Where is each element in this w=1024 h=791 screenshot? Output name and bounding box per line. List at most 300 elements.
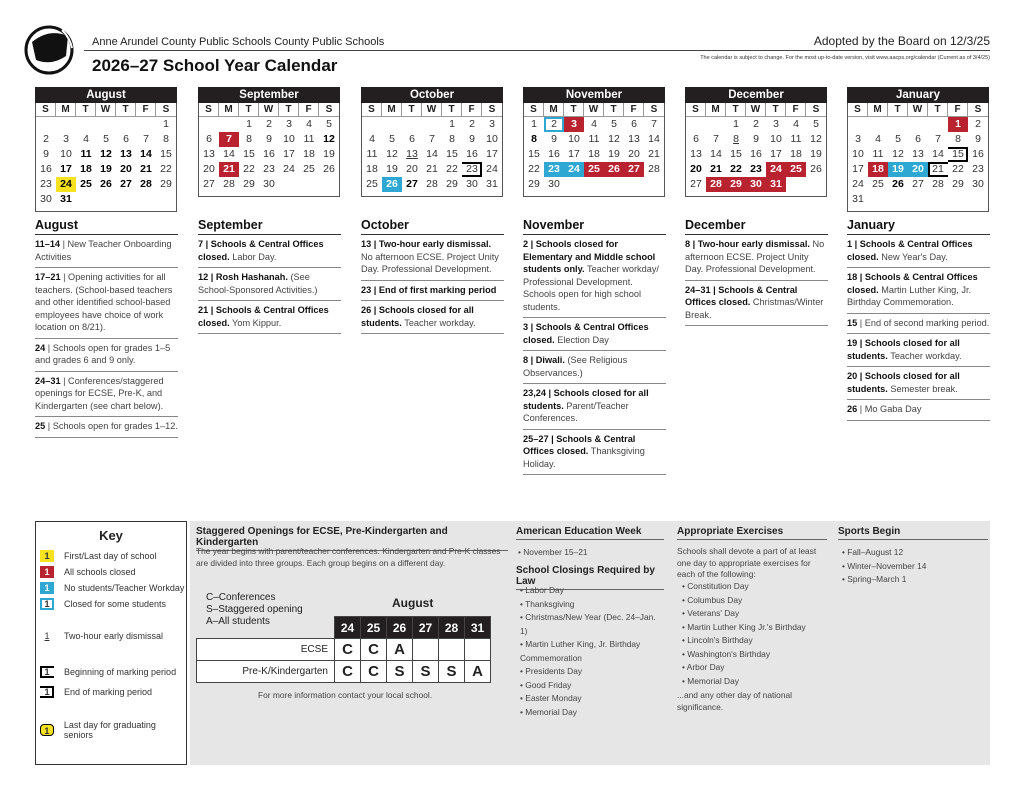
calendar-day: 26 <box>382 177 402 192</box>
calendar-day: 8 <box>955 133 961 145</box>
event-item: 21 | Schools & Central Offices closed. Yom Kippur. <box>198 301 341 334</box>
calendar-day: 23 <box>462 162 482 177</box>
staggered-day-header: 27 <box>413 617 439 639</box>
calendar-day: 24 <box>766 162 786 177</box>
weekday-header: M <box>219 103 239 117</box>
calendar-day: 3 <box>63 133 69 145</box>
calendar-day: 6 <box>631 118 637 130</box>
key-item-workday: 1 No students/Teacher Workday <box>40 582 184 594</box>
event-item: 23,24 | Schools closed for all students. Parent/Teacher Conferences. <box>523 384 666 430</box>
weekday-header: S <box>482 103 502 117</box>
empty-day <box>116 117 136 132</box>
calendar-august <box>35 87 177 212</box>
empty-day <box>219 117 239 132</box>
calendar-day: 17 <box>568 148 580 160</box>
event-item: 8 | Diwali. (See Religious Observances.) <box>523 351 666 384</box>
header-rule <box>84 50 990 51</box>
calendar-day: 6 <box>915 133 921 145</box>
weekday-header: S <box>362 103 382 117</box>
calendar-day: 29 <box>446 178 458 190</box>
staggered-cell: S <box>439 661 465 683</box>
event-item: 2 | Schools closed for Elementary and Middle school students only. Teacher workday/ Professional Development. Schools open for high school students. <box>523 235 666 318</box>
exercises-title: Appropriate Exercises <box>677 526 827 540</box>
calendar-day: 7 <box>219 132 239 147</box>
calendar-september <box>198 87 340 197</box>
weekday-header: F <box>948 103 968 117</box>
calendar-day: 26 <box>810 163 822 175</box>
empty-day <box>199 117 219 132</box>
calendar-day: 29 <box>952 178 964 190</box>
calendar-day: 2 <box>469 118 475 130</box>
key-item-mp-end: 1 End of marking period <box>40 686 152 698</box>
list-item: • Constitution Day <box>682 581 749 591</box>
calendar-day: 11 <box>872 148 884 160</box>
list-item: • Veterans' Day <box>682 608 740 618</box>
event-item: 24 | Schools open for grades 1–5 and grades 6 and 9 only. <box>35 339 178 372</box>
event-item: 20 | Schools closed for all students. Semester break. <box>847 367 990 400</box>
calendar-day: 12 <box>810 133 822 145</box>
events-month-title: August <box>35 218 178 235</box>
calendar-day: 9 <box>975 133 981 145</box>
calendar-day: 21 <box>648 148 660 160</box>
page-title: 2026–27 School Year Calendar <box>92 56 338 75</box>
calendar-day: 26 <box>892 178 904 190</box>
calendar-day: 1 <box>163 118 169 130</box>
calendar-day: 10 <box>852 148 864 160</box>
calendar-day: 8 <box>733 133 739 145</box>
calendar-day: 15 <box>528 148 540 160</box>
calendar-day: 10 <box>770 133 782 145</box>
event-item: 24–31 | Conferences/staggered openings for ECSE, Pre-K, and Kindergarten (see chart below). <box>35 372 178 418</box>
calendar-day: 21 <box>219 162 239 177</box>
empty-day <box>362 117 382 132</box>
calendar-day: 2 <box>753 118 759 130</box>
calendar-day: 27 <box>624 162 644 177</box>
calendar-day: 4 <box>306 118 312 130</box>
weekday-header: T <box>564 103 584 117</box>
weekday-header: T <box>442 103 462 117</box>
calendar-day: 30 <box>972 178 984 190</box>
list-item: • Winter–November 14 <box>842 560 927 571</box>
sports-list <box>842 546 926 587</box>
weekday-header: S <box>686 103 706 117</box>
list-item: • Labor Day <box>520 585 564 595</box>
weekday-header: T <box>766 103 786 117</box>
staggered-table <box>196 616 491 683</box>
event-item: 19 | Schools closed for all students. Teacher workday. <box>847 334 990 367</box>
calendar-day: 5 <box>813 118 819 130</box>
month-grid <box>361 103 503 197</box>
key-title: Key <box>99 528 123 543</box>
month-header: October <box>361 87 503 103</box>
weekday-header: S <box>968 103 988 117</box>
calendar-day: 30 <box>40 193 52 205</box>
calendar-day: 31 <box>486 178 498 190</box>
calendar-day: 9 <box>43 148 49 160</box>
empty-day <box>928 117 948 132</box>
calendar-day: 21 <box>710 163 722 175</box>
empty-day <box>848 117 868 132</box>
exercises-text: Schools shall devote a part of at least one day to appropriate exercises for each of the following: <box>677 546 817 579</box>
weekday-header: F <box>299 103 319 117</box>
key-item-seniors: 1 Last day for graduating seniors <box>40 720 186 740</box>
calendar-day: 11 <box>80 148 92 160</box>
empty-day <box>76 117 96 132</box>
calendar-day: 1 <box>531 118 537 130</box>
month-grid <box>35 103 177 212</box>
staggered-legend: C–Conferences S–Staggered opening A–All students <box>206 592 303 627</box>
calendar-day: 3 <box>773 118 779 130</box>
aew-title: American Education Week <box>516 526 664 540</box>
list-item: • Thanksgiving <box>520 598 575 609</box>
calendar-day: 6 <box>206 133 212 145</box>
calendar-day: 28 <box>223 178 235 190</box>
calendar-day: 23 <box>544 162 564 177</box>
staggered-day-header: 25 <box>361 617 387 639</box>
calendar-day: 3 <box>489 118 495 130</box>
weekday-header: S <box>319 103 339 117</box>
calendar-day: 17 <box>486 148 498 160</box>
month-header: November <box>523 87 665 103</box>
calendar-day: 22 <box>528 163 540 175</box>
staggered-cell: C <box>361 639 387 661</box>
weekday-header: T <box>116 103 136 117</box>
closings-list <box>520 584 662 719</box>
staggered-row-label: ECSE <box>197 639 335 661</box>
empty-day <box>56 117 76 132</box>
staggered-day-header: 28 <box>439 617 465 639</box>
weekday-header: M <box>868 103 888 117</box>
calendar-day: 5 <box>103 133 109 145</box>
calendar-november <box>523 87 665 197</box>
calendar-day: 11 <box>588 133 600 145</box>
closings-title: School Closings Required by Law <box>516 565 664 590</box>
weekday-header: F <box>136 103 156 117</box>
calendar-day: 28 <box>932 178 944 190</box>
calendar-day: 13 <box>912 148 924 160</box>
calendar-day: 6 <box>123 133 129 145</box>
calendar-day: 10 <box>60 148 72 160</box>
calendar-day: 8 <box>531 133 537 145</box>
calendar-day: 17 <box>852 163 864 175</box>
weekday-header: T <box>279 103 299 117</box>
calendar-day: 28 <box>706 177 726 192</box>
events-august <box>35 218 178 438</box>
calendar-day: 24 <box>56 177 76 192</box>
calendar-day: 21 <box>426 163 438 175</box>
event-item: 26 | Schools closed for all students. Teacher workday. <box>361 301 504 334</box>
event-item: 23 | End of first marking period <box>361 281 504 302</box>
weekday-header: T <box>239 103 259 117</box>
calendar-day: 30 <box>466 178 478 190</box>
calendar-day: 1 <box>733 118 739 130</box>
staggered-footer: For more information contact your local school. <box>258 690 433 700</box>
weekday-header: T <box>888 103 908 117</box>
calendar-day: 29 <box>243 178 255 190</box>
calendar-day: 14 <box>648 133 660 145</box>
calendar-day: 26 <box>323 163 335 175</box>
calendar-day: 30 <box>263 178 275 190</box>
calendar-day: 15 <box>730 148 742 160</box>
calendar-day: 27 <box>406 178 418 190</box>
calendar-day: 23 <box>972 163 984 175</box>
calendar-day: 6 <box>409 133 415 145</box>
calendar-day: 10 <box>568 133 580 145</box>
calendar-day: 23 <box>750 163 762 175</box>
calendar-day: 13 <box>628 133 640 145</box>
calendar-day: 1 <box>948 117 968 132</box>
calendar-day: 12 <box>386 148 398 160</box>
calendar-day: 16 <box>548 148 560 160</box>
list-item: • Lincoln's Birthday <box>682 635 753 645</box>
event-item: 13 | Two-hour early dismissal. No afternoon ECSE. Project Unity Day. Professional Development. <box>361 235 504 281</box>
calendar-day: 1 <box>246 118 252 130</box>
calendar-day: 11 <box>303 133 315 145</box>
calendar-day: 23 <box>263 163 275 175</box>
staggered-cell: C <box>335 639 361 661</box>
calendar-day: 25 <box>80 178 92 190</box>
events-month-title: January <box>847 218 990 235</box>
calendar-day: 2 <box>544 117 564 132</box>
event-item: 25–27 | Schools & Central Offices closed. Thanksgiving Holiday. <box>523 430 666 476</box>
calendar-day: 13 <box>120 148 132 160</box>
empty-day <box>686 117 706 132</box>
exercises-footer: ...and any other day of national significance. <box>677 690 793 712</box>
calendar-day: 24 <box>852 178 864 190</box>
calendar-day: 15 <box>446 148 458 160</box>
list-item: • Fall–August 12 <box>842 547 904 557</box>
list-item: • Columbus Day <box>682 594 743 605</box>
calendar-day: 19 <box>386 163 398 175</box>
calendar-day: 25 <box>872 178 884 190</box>
calendar-day: 4 <box>369 133 375 145</box>
weekday-header: S <box>156 103 176 117</box>
calendar-day: 13 <box>203 148 215 160</box>
month-header: January <box>847 87 989 103</box>
calendar-day: 20 <box>628 148 640 160</box>
calendar-day: 5 <box>895 133 901 145</box>
list-item: • Arbor Day <box>682 662 725 672</box>
calendar-day: 29 <box>726 177 746 192</box>
calendar-day: 24 <box>283 163 295 175</box>
calendar-day: 21 <box>140 163 152 175</box>
exercises-list <box>682 580 832 688</box>
calendar-day: 3 <box>564 117 584 132</box>
calendar-day: 3 <box>286 118 292 130</box>
empty-day <box>36 117 56 132</box>
staggered-text: The year begins with parent/teacher conferences. Kindergarten and Pre-K classes are divided into three groups. Each group begins on a different day. <box>196 546 501 568</box>
calendar-day: 7 <box>143 133 149 145</box>
calendar-day: 18 <box>366 163 378 175</box>
calendar-day: 13 <box>690 148 702 160</box>
calendar-day: 12 <box>323 133 335 145</box>
calendar-day: 4 <box>875 133 881 145</box>
staggered-title: Staggered Openings for ECSE, Pre-Kindergarten and Kindergarten <box>196 526 508 551</box>
empty-day <box>868 117 888 132</box>
calendar-day: 19 <box>810 148 822 160</box>
adopted-date: Adopted by the Board on 12/3/25 <box>813 34 990 48</box>
weekday-header: T <box>402 103 422 117</box>
calendar-day: 15 <box>243 148 255 160</box>
calendar-day: 16 <box>466 148 478 160</box>
calendar-day: 17 <box>770 148 782 160</box>
weekday-header: T <box>928 103 948 117</box>
calendar-day: 22 <box>730 163 742 175</box>
organization-name: Anne Arundel County Public Schools County Public Schools <box>92 36 385 48</box>
staggered-day-header: 31 <box>465 617 491 639</box>
event-item: 17–21 | Opening activities for all teachers. (School-based teachers and other identified school-based employees have choice of work location on 8/21). <box>35 268 178 339</box>
calendar-day: 5 <box>326 118 332 130</box>
staggered-row-label: Pre-K/Kindergarten <box>197 661 335 683</box>
calendar-day: 20 <box>120 163 132 175</box>
aew-list: • November 15–21 <box>518 547 588 557</box>
calendar-day: 16 <box>263 148 275 160</box>
calendar-day: 12 <box>608 133 620 145</box>
calendar-october <box>361 87 503 197</box>
calendar-day: 31 <box>766 177 786 192</box>
staggered-cell: S <box>413 661 439 683</box>
calendar-day: 19 <box>100 163 112 175</box>
calendar-day: 28 <box>426 178 438 190</box>
calendar-day: 1 <box>449 118 455 130</box>
calendar-day: 5 <box>611 118 617 130</box>
calendar-day: 18 <box>790 148 802 160</box>
staggered-day-header: 24 <box>335 617 361 639</box>
list-item: • Memorial Day <box>682 675 739 686</box>
calendar-day: 25 <box>786 162 806 177</box>
calendar-day: 26 <box>100 178 112 190</box>
calendar-day: 12 <box>892 148 904 160</box>
empty-day <box>706 117 726 132</box>
month-grid <box>523 103 665 197</box>
calendar-day: 9 <box>551 133 557 145</box>
staggered-cell <box>413 639 439 661</box>
month-grid <box>847 103 989 212</box>
key-item-some-closed: 1 Closed for some students <box>40 598 166 610</box>
calendar-day: 28 <box>648 163 660 175</box>
staggered-cell: C <box>335 661 361 683</box>
calendar-day: 31 <box>852 193 864 205</box>
events-october <box>361 218 504 334</box>
calendar-day: 20 <box>690 163 702 175</box>
aacps-logo <box>22 22 76 76</box>
calendar-day: 2 <box>43 133 49 145</box>
weekday-header: W <box>422 103 442 117</box>
calendar-day: 18 <box>80 163 92 175</box>
event-item: 3 | Schools & Central Offices closed. Election Day <box>523 318 666 351</box>
calendar-day: 18 <box>868 162 888 177</box>
key-item-early-dismissal: 1 Two-hour early dismissal <box>44 631 164 641</box>
calendar-day: 19 <box>608 148 620 160</box>
calendar-day: 18 <box>588 148 600 160</box>
calendar-day: 15 <box>948 147 968 162</box>
event-item: 18 | Schools & Central Offices closed. Martin Luther King, Jr. Birthday Commemoration. <box>847 268 990 314</box>
calendar-day: 27 <box>690 178 702 190</box>
empty-day <box>136 117 156 132</box>
calendar-day: 2 <box>266 118 272 130</box>
list-item: • Presidents Day <box>520 666 583 676</box>
event-item: 25 | Schools open for grades 1–12. <box>35 417 178 438</box>
events-january <box>847 218 990 421</box>
empty-day <box>382 117 402 132</box>
empty-day <box>888 117 908 132</box>
calendar-day: 14 <box>223 148 235 160</box>
month-grid <box>198 103 340 197</box>
events-november <box>523 218 666 475</box>
calendar-day: 18 <box>303 148 315 160</box>
calendar-day: 22 <box>243 163 255 175</box>
calendar-day: 5 <box>389 133 395 145</box>
staggered-cell <box>439 639 465 661</box>
key-item-mp-begin: 1 Beginning of marking period <box>40 666 176 678</box>
calendar-day: 8 <box>163 133 169 145</box>
staggered-cell: S <box>387 661 413 683</box>
calendar-day: 7 <box>651 118 657 130</box>
weekday-header: F <box>786 103 806 117</box>
events-month-title: September <box>198 218 341 235</box>
calendar-day: 11 <box>366 148 378 160</box>
calendar-day: 25 <box>366 178 378 190</box>
event-item: 11–14 | New Teacher Onboarding Activities <box>35 235 178 268</box>
calendar-day: 22 <box>160 163 172 175</box>
calendar-day: 14 <box>140 148 152 160</box>
calendar-note: The calendar is subject to change. For the most up-to-date version, visit www.aacps.org/calendar (Current as of 3/4/25) <box>700 55 990 61</box>
calendar-day: 20 <box>406 163 418 175</box>
list-item: • Martin Luther King, Jr. Birthday Commemoration <box>520 639 641 663</box>
calendar-day: 4 <box>591 118 597 130</box>
calendar-day: 21 <box>928 162 948 177</box>
weekday-header: M <box>706 103 726 117</box>
calendar-day: 3 <box>855 133 861 145</box>
events-december <box>685 218 828 326</box>
weekday-header: W <box>584 103 604 117</box>
calendar-day: 14 <box>426 148 438 160</box>
month-header: December <box>685 87 827 103</box>
calendar-day: 16 <box>972 148 984 160</box>
calendar-day: 12 <box>100 148 112 160</box>
calendar-day: 25 <box>584 162 604 177</box>
calendar-day: 13 <box>406 148 418 160</box>
calendar-day: 31 <box>60 193 72 205</box>
events-month-title: December <box>685 218 828 235</box>
event-item: 8 | Two-hour early dismissal. No afternoon ECSE. Project Unity Day. Professional Development. <box>685 235 828 281</box>
calendar-day: 8 <box>449 133 455 145</box>
staggered-month: August <box>392 596 434 610</box>
weekday-header: M <box>382 103 402 117</box>
calendar-day: 24 <box>486 163 498 175</box>
weekday-header: S <box>644 103 664 117</box>
calendar-day: 27 <box>120 178 132 190</box>
event-item: 7 | Schools & Central Offices closed. Labor Day. <box>198 235 341 268</box>
calendar-day: 7 <box>935 133 941 145</box>
staggered-cell: C <box>361 661 387 683</box>
list-item: • Washington's Birthday <box>682 648 771 659</box>
staggered-cell: A <box>387 639 413 661</box>
calendar-day: 7 <box>429 133 435 145</box>
calendar-day: 16 <box>40 163 52 175</box>
staggered-cell <box>465 639 491 661</box>
weekday-header: T <box>76 103 96 117</box>
sports-title: Sports Begin <box>838 526 988 540</box>
staggered-day-header: 26 <box>387 617 413 639</box>
list-item: • Good Friday <box>520 679 572 690</box>
calendar-day: 29 <box>528 178 540 190</box>
calendar-day: 23 <box>40 178 52 190</box>
weekday-header: M <box>56 103 76 117</box>
calendar-day: 4 <box>793 118 799 130</box>
empty-day <box>402 117 422 132</box>
list-item: • Spring–March 1 <box>842 574 907 584</box>
